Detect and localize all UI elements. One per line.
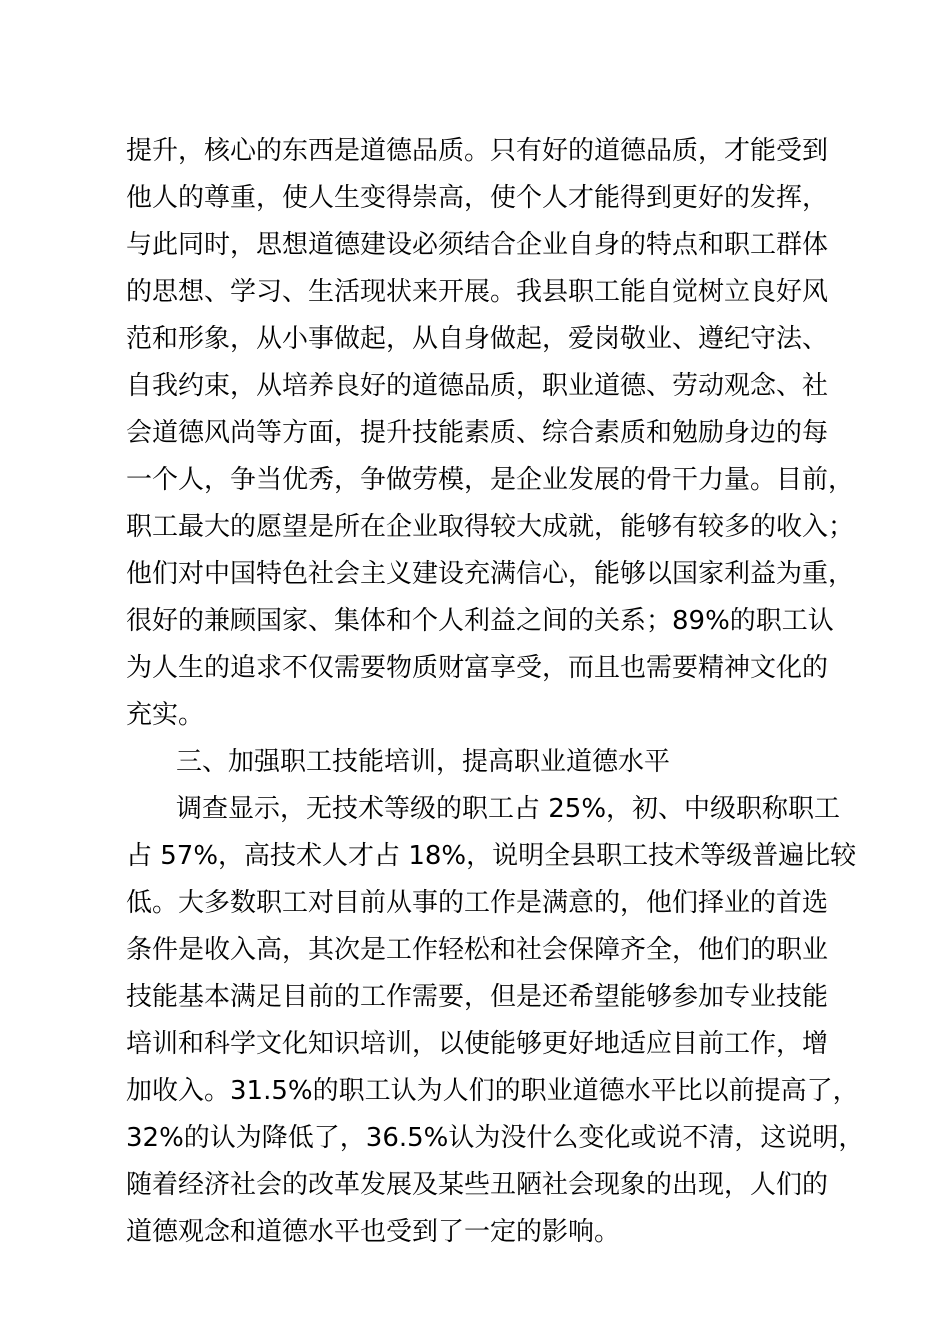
paragraph-line: 32%的认为降低了，36.5%认为没什么变化或说不清，这说明，	[126, 1123, 865, 1153]
section-heading: 三、加强职工技能培训，提高职业道德水平	[176, 747, 671, 777]
paragraph-line: 加收入。31.5%的职工认为人们的职业道德水平比以前提高了，	[126, 1076, 859, 1106]
paragraph-line: 他人的尊重，使人生变得崇高，使个人才能得到更好的发挥，	[126, 183, 829, 213]
paragraph-line: 提升，核心的东西是道德品质。只有好的道德品质，才能受到	[126, 136, 829, 166]
paragraph-line: 他们对中国特色社会主义建设充满信心，能够以国家利益为重，	[126, 559, 855, 589]
paragraph-line: 条件是收入高，其次是工作轻松和社会保障齐全，他们的职业	[126, 935, 829, 965]
paragraph-line: 充实。	[126, 700, 205, 730]
paragraph-line: 技能基本满足目前的工作需要，但是还希望能够参加专业技能	[126, 982, 829, 1012]
paragraph-line: 为人生的追求不仅需要物质财富享受，而且也需要精神文化的	[126, 653, 829, 683]
paragraph-line: 职工最大的愿望是所在企业取得较大成就，能够有较多的收入；	[126, 512, 855, 542]
paragraph-line: 随着经济社会的改革发展及某些丑陋社会现象的出现，人们的	[126, 1170, 829, 1200]
paragraph-line: 范和形象，从小事做起，从自身做起，爱岗敬业、遵纪守法、	[126, 324, 829, 354]
paragraph-line: 很好的兼顾国家、集体和个人利益之间的关系；89%的职工认	[126, 606, 834, 636]
paragraph-line: 调查显示，无技术等级的职工占 25%，初、中级职称职工	[176, 794, 841, 824]
paragraph-line: 与此同时，思想道德建设必须结合企业自身的特点和职工群体	[126, 230, 829, 260]
paragraph-line: 自我约束，从培养良好的道德品质，职业道德、劳动观念、社	[126, 371, 829, 401]
paragraph-line: 培训和科学文化知识培训，以使能够更好地适应目前工作，增	[126, 1029, 829, 1059]
paragraph-line: 一个人，争当优秀，争做劳模，是企业发展的骨干力量。目前，	[126, 465, 855, 495]
paragraph-line: 低。大多数职工对目前从事的工作是满意的，他们择业的首选	[126, 888, 829, 918]
paragraph-line: 道德观念和道德水平也受到了一定的影响。	[126, 1217, 621, 1247]
paragraph-line: 的思想、学习、生活现状来开展。我县职工能自觉树立良好风	[126, 277, 829, 307]
paragraph-line: 占 57%，高技术人才占 18%，说明全县职工技术等级普遍比较	[126, 841, 857, 871]
paragraph-line: 会道德风尚等方面，提升技能素质、综合素质和勉励身边的每	[126, 418, 829, 448]
